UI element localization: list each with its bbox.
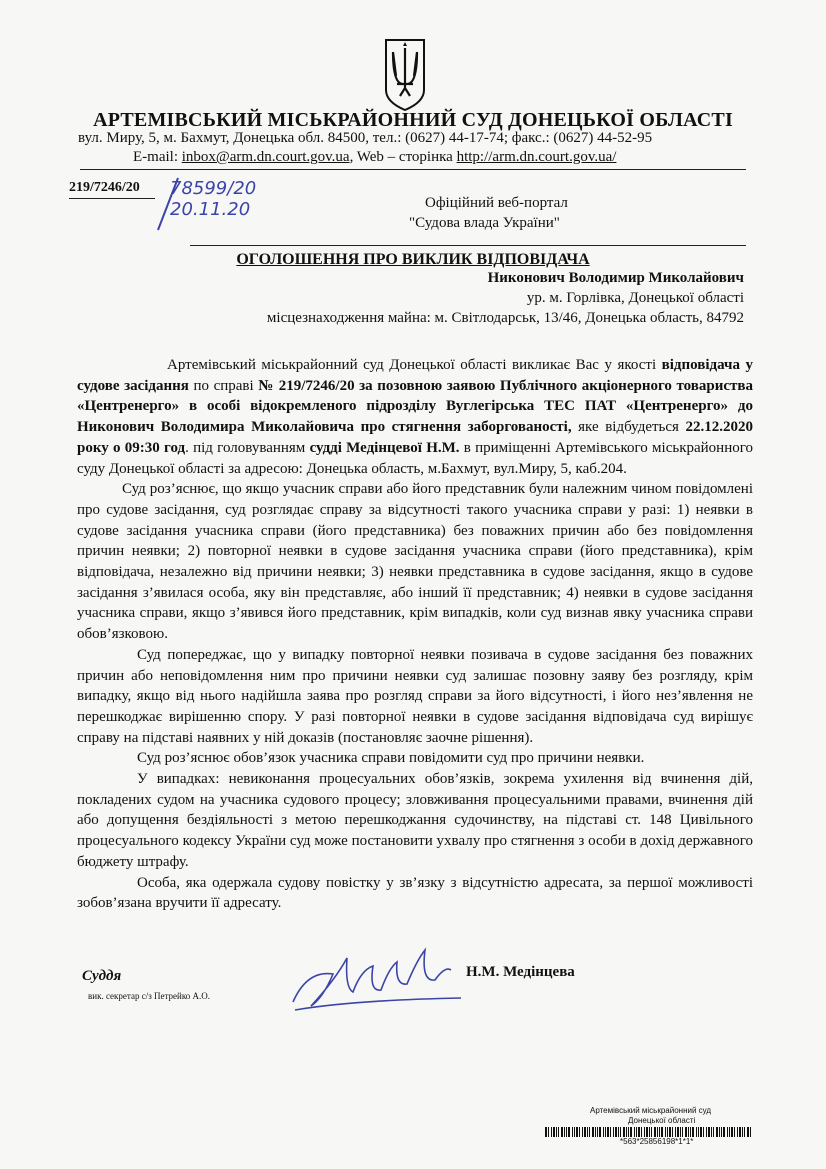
paragraph-fine: У випадках: невиконання процесуальних обов’язків, зокрема ухилення від вчинення дій, покладених судом на учасника судового процесу; зловживання процесуальними правами, вчинення дій або допущення бездіяльності з метою перешкоджання судочинству, на підставі ст. 148 Цивільного процесуального кодексу України суд може постановити ухвалу про стягнення з особи в дохід державного бюджету штрафу. — [77, 771, 753, 870]
barcode-bar — [690, 1127, 691, 1137]
barcode-bar — [592, 1127, 594, 1137]
judge-label: Суддя — [82, 968, 122, 984]
barcode-bar — [553, 1127, 555, 1137]
p1-bold-role: відповідача у судове засідання — [77, 357, 753, 394]
barcode-bar — [731, 1127, 733, 1137]
barcode-bar — [589, 1127, 590, 1137]
barcode-bar — [672, 1127, 673, 1137]
barcode-bar — [597, 1127, 598, 1137]
barcode-bar — [564, 1127, 565, 1137]
barcode-bar — [595, 1127, 596, 1137]
p1-text-e: яке відбудеться — [571, 419, 686, 436]
barcode-bar — [698, 1127, 699, 1137]
paragraph-summons — [77, 355, 753, 479]
barcode-bar — [649, 1127, 650, 1137]
barcode-bar — [665, 1127, 666, 1137]
barcode-bar — [696, 1127, 697, 1137]
respondent-origin: ур. м. Горлівка, Донецької області — [526, 290, 744, 306]
barcode-bar — [630, 1127, 632, 1137]
barcode-bar — [750, 1127, 751, 1137]
barcode-bar — [692, 1127, 694, 1137]
recipient-line-1: Офіційний веб-портал — [425, 195, 568, 211]
handwritten-registration — [170, 178, 290, 220]
barcode-bar — [688, 1127, 689, 1137]
p1-bold-judge: судді Медінцевої Н.М. — [309, 439, 460, 456]
barcode-bar — [579, 1127, 580, 1137]
web-label: , Web – сторінка — [349, 149, 457, 165]
barcode-bar — [708, 1127, 710, 1137]
barcode-bar — [626, 1127, 627, 1137]
barcode-bar — [716, 1127, 718, 1137]
barcode-bar — [603, 1127, 604, 1137]
p1-text-g: . під головуванням — [185, 439, 310, 456]
court-name: АРТЕМІВСЬКИЙ МІСЬКРАЙОННИЙ СУД ДОНЕЦЬКОЇ ОБЛАСТІ — [93, 109, 733, 131]
barcode-bar — [566, 1127, 567, 1137]
barcode-bar — [628, 1127, 629, 1137]
case-number-underline — [69, 198, 155, 199]
barcode-bar — [634, 1127, 635, 1137]
p1-text-a: Артемівський міськрайонний суд Донецької області викликає Вас у якості — [167, 357, 662, 373]
barcode-bar — [661, 1127, 663, 1137]
barcode-bar — [711, 1127, 712, 1137]
barcode-bar — [638, 1127, 640, 1137]
email-label: E-mail: — [133, 149, 182, 165]
barcode-bar — [636, 1127, 637, 1137]
barcode-bar — [723, 1127, 725, 1137]
barcode-bar — [568, 1127, 570, 1137]
barcode-bar — [545, 1127, 547, 1137]
respondent-name: Никонович Володимир Миколайович — [487, 270, 744, 286]
barcode-bar — [685, 1127, 687, 1137]
barcode-bar — [734, 1127, 735, 1137]
barcode-bar — [576, 1127, 578, 1137]
paragraph-notify-duty: Суд роз’яснює обов’язок учасника справи повідомити суд про причини неявки. — [137, 750, 645, 767]
recipient-line-2: "Судова влада України" — [409, 215, 560, 231]
barcode-bar — [700, 1127, 702, 1137]
barcode-bar — [644, 1127, 645, 1137]
barcode-bar — [574, 1127, 575, 1137]
barcode-bar — [703, 1127, 704, 1137]
barcode-bar — [706, 1127, 707, 1137]
barcode-bar — [548, 1127, 549, 1137]
barcode-bar — [651, 1127, 652, 1137]
handwritten-signature-icon — [285, 940, 465, 1025]
header-divider — [80, 169, 746, 170]
notice-title-text: ОГОЛОШЕННЯ ПРО ВИКЛИК ВІДПОВІДАЧА — [236, 251, 590, 268]
barcode-bar — [605, 1127, 606, 1137]
paragraph-absence-rules: Суд роз’яснює, що якщо учасник справи або його представник були належним чином повідомлені про судове засідання, суд розглядає справу за відсутності такого учасника справи у разі: 1) неявки в судове засідання учасника справи (його представника) без поважних причин або без повідомлення причин неявки; 2) повторної неявки в судове засідання учасника справи (його представника), крім відповідача, незалежно від причини неявки; 3) неявки представника в судове засідання, якщо в судове засідання з’явилася особа, яку він представляє, або інший її представник; 4) неявки в судове засідання учасника справи, якщо з’явився його представник, крім випадків, коли суд визнав явку учасника справи обов’язковою. — [77, 481, 753, 643]
barcode-bar — [558, 1127, 559, 1137]
stamp-region: Донецької області — [628, 1116, 696, 1125]
email-link[interactable]: inbox@arm.dn.court.gov.ua — [181, 149, 350, 165]
barcode-bar — [744, 1127, 745, 1137]
p1-bold-case: № 219/7246/20 за позовною заявою Публічного акціонерного товариства «Центренерго» в особі відокремленого підрозділу Вуглегірська ТЕС ПАТ «Центренерго» до Никонович Володимира Миколайовича про стягнення заборгованості, — [77, 377, 753, 436]
barcode-bar — [620, 1127, 621, 1137]
barcode-number: *563*25856198*1*1* — [620, 1137, 694, 1146]
barcode-bar — [713, 1127, 714, 1137]
barcode-bar — [682, 1127, 683, 1137]
p1-text-c: по справі — [188, 377, 259, 394]
barcode-bar — [615, 1127, 617, 1137]
barcode-bar — [675, 1127, 676, 1137]
title-divider — [190, 245, 746, 246]
barcode-bar — [667, 1127, 668, 1137]
barcode-bar — [618, 1127, 619, 1137]
barcode-bar — [680, 1127, 681, 1137]
web-link[interactable]: http://arm.dn.court.gov.ua/ — [456, 149, 617, 165]
barcode-bar — [582, 1127, 583, 1137]
barcode-bar — [623, 1127, 625, 1137]
notice-body — [77, 355, 753, 914]
court-address: вул. Миру, 5, м. Бахмут, Донецька обл. 84500, тел.: (0627) 44-17-74; факс.: (0627) 44-52-95 — [78, 130, 653, 146]
barcode-bar — [719, 1127, 720, 1137]
barcode-bar — [737, 1127, 738, 1137]
barcode-bar — [613, 1127, 614, 1137]
court-contacts — [133, 149, 616, 166]
barcode-bar — [584, 1127, 586, 1137]
barcode-bar — [607, 1127, 609, 1137]
barcode-bar — [677, 1127, 679, 1137]
handwritten-date: 20.11.20 — [170, 199, 251, 220]
barcode-bar — [610, 1127, 611, 1137]
barcode-bar — [646, 1127, 648, 1137]
secretary-note: вик. секретар с/з Петрейко А.О. — [88, 991, 211, 1001]
barcode-bar — [561, 1127, 563, 1137]
p1-bold-datetime: 22.12.2020 року о 09:30 год — [77, 419, 754, 456]
paragraph-delivery: Особа, яка одержала судову повістку у зв’язку з відсутністю адресата, за першої можливості зобов’язана вручити її адресату. — [77, 874, 753, 912]
barcode-bar — [556, 1127, 557, 1137]
barcode-bar — [721, 1127, 722, 1137]
judge-name: Н.М. Медінцева — [466, 964, 575, 980]
stamp-court-name: Артемівський міськрайонний суд — [590, 1106, 712, 1115]
barcode-bar — [739, 1127, 741, 1137]
paragraph-repeat-absence: Суд попереджає, що у випадку повторної неявки позивача в судове засідання без поважних причин або неповідомлення ним про причини неявки суд залишає позовну заяву без розгляду, крім випадку, якщо від нього надійшла заява про розгляд справи за його відсутності, і його нез’явлення не перешкоджає вирішенню спору. У разі повторної неявки в судове засідання відповідача суд вирішує справу на підставі наявних у ній доказів (постановляє заочне рішення). — [77, 646, 753, 746]
respondent-location: місцезнаходження майна: м. Світлодарськ, 13/46, Донецька область, 84792 — [266, 310, 744, 326]
p1-text-i: в приміщенні Артемівського міськрайонного суду Донецької області за адресою: Донецька область, м.Бахмут, вул.Миру, 5, каб.204. — [77, 439, 754, 477]
notice-title — [0, 251, 826, 269]
barcode-bar — [599, 1127, 601, 1137]
barcode-bar — [747, 1127, 749, 1137]
barcode-icon — [545, 1127, 753, 1137]
handwritten-number: 78599/20 — [170, 178, 257, 199]
barcode-bar — [641, 1127, 642, 1137]
barcode-bar — [572, 1127, 573, 1137]
barcode-bar — [587, 1127, 588, 1137]
barcode-bar — [657, 1127, 658, 1137]
case-number: 219/7246/20 — [69, 180, 140, 195]
barcode-bar — [729, 1127, 730, 1137]
barcode-bar — [659, 1127, 660, 1137]
barcode-bar — [742, 1127, 743, 1137]
barcode-bar — [727, 1127, 728, 1137]
barcode-bar — [669, 1127, 671, 1137]
barcode-bar — [551, 1127, 552, 1137]
trident-icon — [383, 38, 427, 112]
barcode-bar — [654, 1127, 656, 1137]
